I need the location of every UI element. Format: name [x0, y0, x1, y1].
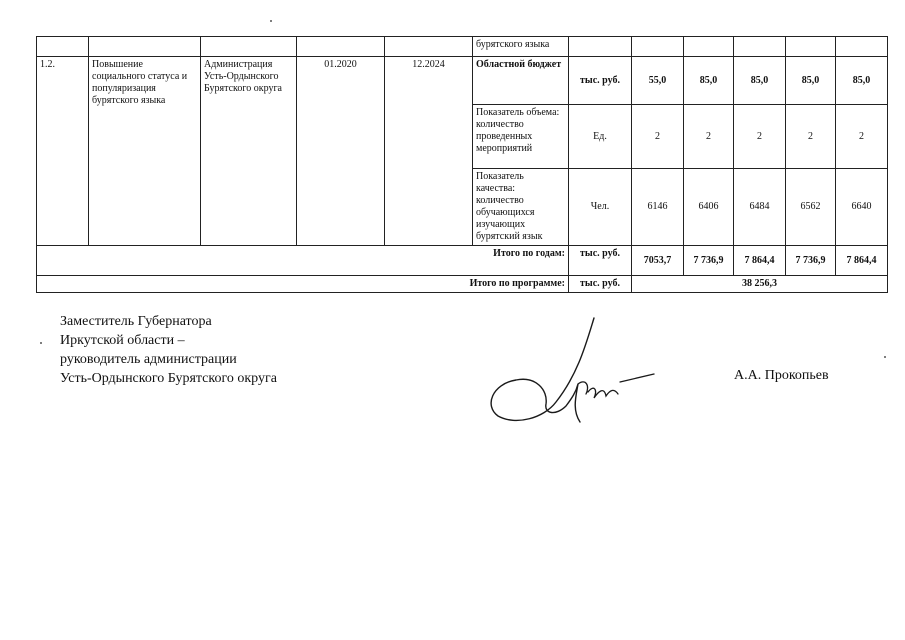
- handwritten-signature: [486, 314, 656, 426]
- value-cell: 2: [684, 105, 734, 169]
- signer-title-line: Заместитель Губернатора: [60, 314, 212, 329]
- total-value-cell: 7 864,4: [734, 246, 786, 276]
- funding-source: Областной бюджет: [473, 57, 569, 105]
- signer-title-line: Усть-Ордынского Бурятского округа: [60, 371, 277, 386]
- value-cell: 85,0: [836, 57, 888, 105]
- value-cell: 6640: [836, 169, 888, 246]
- total-value-cell: 7 736,9: [786, 246, 836, 276]
- value-cell: 6562: [786, 169, 836, 246]
- total-value-cell: 7 864,4: [836, 246, 888, 276]
- signer-title-line: руководитель администрации: [60, 352, 237, 367]
- measure-end: 12.2024: [385, 57, 473, 246]
- value-cell: 6406: [684, 169, 734, 246]
- value-cell: 6146: [632, 169, 684, 246]
- totals-program-row: [37, 276, 888, 293]
- unit-cell: тыс. руб.: [569, 57, 632, 105]
- totals-program-label: Итого по программе:: [37, 276, 569, 293]
- indicator-cell: Показатель качества: количество обучающихся изучающих бурятский язык: [473, 169, 569, 246]
- value-cell: 6484: [734, 169, 786, 246]
- total-value-cell: 7 736,9: [684, 246, 734, 276]
- table-row: [37, 57, 888, 105]
- program-budget-table: [36, 36, 888, 293]
- unit-cell: Чел.: [569, 169, 632, 246]
- signer-title: [60, 312, 277, 388]
- value-cell: 85,0: [734, 57, 786, 105]
- value-cell: 2: [632, 105, 684, 169]
- scan-speck: [884, 356, 886, 358]
- program-total-value: 38 256,3: [632, 276, 888, 293]
- totals-by-year-row: [37, 246, 888, 276]
- unit-cell: тыс. руб.: [569, 276, 632, 293]
- value-cell: 55,0: [632, 57, 684, 105]
- signer-title-line: Иркутской области –: [60, 333, 185, 348]
- value-cell: 2: [836, 105, 888, 169]
- value-cell: 85,0: [786, 57, 836, 105]
- indicator-cell: бурятского языка: [473, 37, 569, 57]
- value-cell: 85,0: [684, 57, 734, 105]
- value-cell: 2: [734, 105, 786, 169]
- unit-cell: Ед.: [569, 105, 632, 169]
- unit-cell: тыс. руб.: [569, 246, 632, 276]
- table-row: [37, 37, 888, 57]
- totals-by-year-label: Итого по годам:: [37, 246, 569, 276]
- scan-speck: [270, 20, 272, 22]
- measure-number: 1.2.: [37, 57, 89, 246]
- measure-name: Повышение социального статуса и популяризация бурятского языка: [89, 57, 201, 246]
- total-value-cell: 7053,7: [632, 246, 684, 276]
- signer-name: А.А. Прокопьев: [734, 368, 829, 383]
- scan-speck: [40, 342, 42, 344]
- value-cell: 2: [786, 105, 836, 169]
- measure-start: 01.2020: [297, 57, 385, 246]
- indicator-cell: Показатель объема: количество проведенных мероприятий: [473, 105, 569, 169]
- measure-executor: Администрация Усть-Ордынского Бурятского округа: [201, 57, 297, 246]
